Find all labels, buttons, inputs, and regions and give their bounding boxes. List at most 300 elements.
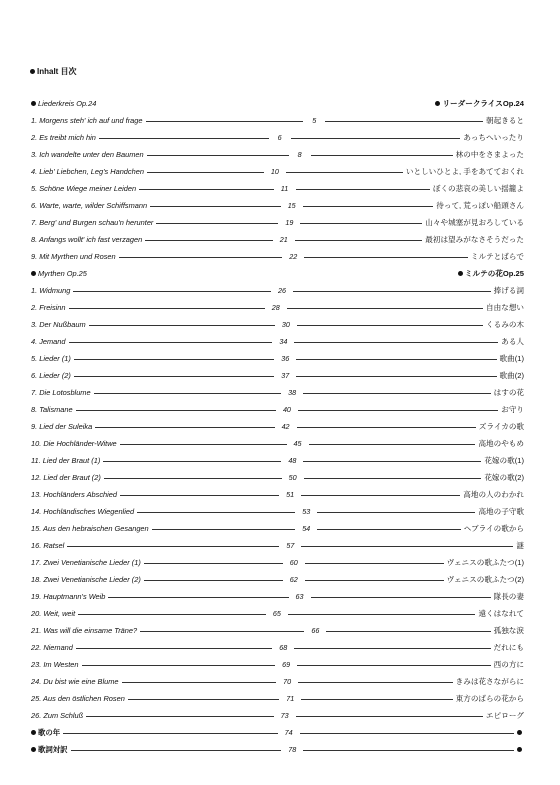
toc-entry-right-text: ヘブライの歌から	[463, 524, 525, 533]
leader-line	[82, 665, 276, 666]
toc-entry-left	[31, 677, 119, 686]
toc-entry-right-text: ぼくの悲哀の美しい揺籠よ	[432, 183, 524, 193]
toc-entry	[31, 403, 524, 415]
toc-entry	[31, 642, 524, 654]
toc-entry-left	[31, 473, 101, 482]
toc-entry-right	[425, 234, 524, 245]
toc-entry-left-text: 26. Zum Schluß	[31, 711, 84, 721]
toc-entry-left-text: 3. Ich wandelte unter den Baumen	[31, 149, 144, 159]
toc-entry-left-text: 7. Berg' und Burgen schau'n herunter	[31, 217, 154, 227]
page-number: 66	[311, 626, 320, 636]
page-number: 63	[295, 592, 304, 602]
leader-line	[76, 410, 276, 411]
toc-entry-right	[494, 591, 524, 602]
leader-line	[94, 393, 282, 394]
toc-entry-right-text: 捧げる詞	[493, 285, 524, 295]
toc-entry-right	[436, 200, 524, 211]
page-number: 38	[288, 387, 297, 397]
leader-line	[297, 427, 476, 428]
toc-entry-left	[31, 524, 149, 533]
toc-entry-right-text: 朝起きると	[486, 115, 524, 125]
toc-entry-left-text: 17. Zwei Venetianische Lieder (1)	[31, 558, 141, 568]
leader-line	[146, 121, 304, 122]
toc-entry-right	[484, 472, 524, 483]
leader-line	[311, 597, 491, 598]
toc-entry-right-text: 高地の人のわかれ	[463, 489, 525, 499]
toc-entry-left	[31, 575, 141, 584]
leader-line	[76, 648, 272, 649]
toc-entry-left	[31, 405, 73, 414]
toc-entry-left-text: 3. Der Nußbaum	[31, 319, 86, 329]
toc-entry-left	[31, 388, 91, 397]
toc-entry-right	[463, 489, 524, 500]
toc-entry-left-text: 9. Lied der Suleika	[31, 421, 93, 431]
toc-entry-left	[31, 626, 137, 635]
leader-line	[297, 325, 483, 326]
toc-entry-left	[31, 711, 83, 720]
toc-entry-left-text: 2. Freisinn	[31, 302, 66, 312]
toc-entry	[31, 608, 524, 620]
page-number: 8	[297, 149, 302, 159]
leader-line	[144, 563, 283, 564]
toc-entry	[31, 318, 524, 330]
leader-line	[294, 342, 498, 343]
leader-line	[296, 189, 430, 190]
toc-entry-right-text: きみは花さながらに	[455, 677, 525, 687]
leader-line	[150, 206, 281, 207]
toc-entry-right	[471, 251, 524, 262]
toc-entry-right	[406, 166, 524, 177]
toc-entry-left-text: 1. Widmung	[31, 285, 71, 295]
toc-entry-left-text: 6. Lieder (2)	[31, 370, 71, 380]
leader-line	[144, 580, 283, 581]
leader-line	[139, 189, 273, 190]
toc-entry-right-text: ヴェニスの歌ふたつ(2)	[446, 575, 524, 585]
bullet-icon	[517, 730, 522, 735]
toc-entry-left-text: 10. Die Hochländer-Witwe	[31, 438, 117, 448]
toc-entry-left	[31, 609, 75, 618]
leader-line	[325, 121, 483, 122]
toc-extra-left-text: 歌詞対訳	[38, 745, 68, 755]
toc-entry	[31, 420, 524, 432]
toc-extra-right	[517, 728, 524, 737]
toc-entry-right-text: 高地のやもめ	[478, 438, 524, 448]
page-number: 48	[288, 455, 297, 465]
toc-entry	[31, 216, 524, 228]
leader-line	[296, 716, 483, 717]
toc-entry-left	[31, 507, 134, 516]
leader-line	[317, 512, 475, 513]
leader-line	[305, 563, 444, 564]
toc-entry	[31, 625, 524, 637]
leader-line	[296, 376, 496, 377]
toc-entry-right-text: お守り	[501, 404, 525, 414]
toc-entry-left-text: 22. Niemand	[31, 643, 73, 653]
toc-entry-left	[31, 167, 144, 176]
leader-line	[301, 495, 460, 496]
leader-line	[311, 155, 453, 156]
page-number: 57	[286, 541, 295, 551]
toc-extra-left-text: 歌の年	[38, 728, 61, 738]
page-number: 19	[285, 217, 294, 227]
toc-entry	[31, 591, 524, 603]
toc-entry-right-text: あっちへいったり	[463, 132, 524, 142]
toc-entry	[31, 148, 524, 160]
leader-line	[69, 308, 265, 309]
toc-entry-left-text: 12. Lied der Braut (2)	[31, 472, 101, 482]
toc-extra	[31, 727, 524, 739]
section-title	[31, 267, 524, 279]
toc-entry-left	[31, 150, 144, 159]
toc-entry-right	[516, 540, 524, 551]
leader-line	[152, 529, 296, 530]
leader-line	[67, 546, 279, 547]
leader-line	[95, 427, 274, 428]
toc-entry	[31, 540, 524, 552]
toc-entry-left-text: 14. Hochländisches Wiegenlied	[31, 506, 135, 516]
leader-line	[288, 614, 476, 615]
toc-entry-left	[31, 303, 66, 312]
toc-entry	[31, 165, 524, 177]
toc-entry-right-text: 高地の子守歌	[478, 506, 524, 516]
page-number: 36	[281, 353, 290, 363]
toc-entry-right-text: はすの花	[493, 387, 525, 397]
bullet-icon	[458, 271, 463, 276]
toc-entry	[31, 710, 524, 722]
leader-line	[99, 138, 269, 139]
toc-entry-right	[500, 353, 524, 364]
toc-entry-right	[433, 183, 524, 194]
toc-entry-right	[486, 115, 524, 126]
toc-entry	[31, 523, 524, 535]
toc-entry-right	[456, 676, 524, 687]
toc-entry-left-text: 5. Lieder (1)	[31, 353, 71, 363]
page-number: 5	[312, 115, 317, 125]
leader-line	[137, 512, 295, 513]
toc-entry-right-text: 花嫁の歌(2)	[484, 472, 524, 482]
toc-entry-right-text: 待って, 荒っぽい船頭さん	[436, 200, 525, 210]
toc-entry-left-text: 4. Jemand	[31, 336, 66, 346]
leader-line	[89, 325, 275, 326]
section-title-right-text: リーダークライスOp.24	[442, 98, 524, 108]
toc-entry	[31, 676, 524, 688]
toc-entry	[31, 437, 524, 449]
section-title-right-text: ミルテの花Op.25	[464, 268, 524, 278]
toc-entry-left	[31, 116, 143, 125]
leader-line	[300, 223, 422, 224]
page-number: 73	[280, 711, 289, 721]
leader-line	[74, 359, 274, 360]
toc-entry-right	[463, 132, 524, 143]
page-number: 21	[279, 234, 288, 244]
leader-line	[303, 206, 434, 207]
toc-entry-left-text: 5. Schöne Wiege meiner Leiden	[31, 183, 137, 193]
toc-entry-right	[501, 404, 524, 415]
toc-extra-left	[31, 727, 60, 738]
toc-entry-right	[494, 642, 524, 653]
toc-entry-left-text: 25. Aus den östlichen Rosen	[31, 694, 125, 704]
toc-entry-right-text: 歌曲(1)	[499, 353, 525, 363]
leader-line	[287, 308, 483, 309]
leader-line	[317, 529, 461, 530]
bullet-icon	[31, 101, 36, 106]
toc-entry	[31, 693, 524, 705]
toc-entry	[31, 301, 524, 313]
toc-entry-left	[31, 456, 100, 465]
leader-line	[63, 733, 277, 734]
leader-line	[147, 172, 264, 173]
leader-line	[286, 172, 403, 173]
toc-entry	[31, 557, 524, 569]
leader-line	[69, 342, 273, 343]
toc-entry-right-text: 林の中をさまよった	[455, 149, 525, 159]
toc-entry-right	[464, 523, 524, 534]
toc-entry-right-text: 謎	[516, 541, 524, 551]
leader-line	[296, 359, 496, 360]
toc-entry-left	[31, 592, 105, 601]
toc-entry-left-text: 4. Lieb' Liebchen, Leg's Handchen	[31, 166, 144, 176]
leader-line	[298, 682, 453, 683]
toc-entry-left-text: 19. Hauptmann's Weib	[31, 592, 106, 602]
toc-entry-left	[31, 252, 116, 261]
toc-entry-left-text: 16. Ratsel	[31, 541, 65, 551]
toc-entry	[31, 352, 524, 364]
leader-line	[147, 155, 289, 156]
toc-entry-left-text: 7. Die Lotosblume	[31, 387, 91, 397]
toc-entry-right	[500, 370, 524, 381]
section-title	[31, 97, 524, 109]
toc-entry-left-text: 15. Aus den hebraischen Gesangen	[31, 524, 149, 533]
page-number: 45	[293, 438, 302, 448]
leader-line	[108, 597, 288, 598]
leader-line	[301, 546, 513, 547]
page-number: 15	[287, 200, 296, 210]
leader-line	[140, 631, 304, 632]
toc-entry-right	[478, 506, 524, 517]
toc-entry-left-text: 21. Was will die einsame Träne?	[31, 626, 138, 636]
leader-line	[304, 478, 482, 479]
toc-entry-left	[31, 201, 147, 210]
toc-entry	[31, 574, 524, 586]
toc-entry	[31, 284, 524, 296]
toc-entry	[31, 488, 524, 500]
toc-entry-left	[31, 184, 136, 193]
toc-entry-right-text: 隊長の妻	[493, 592, 524, 602]
leader-line	[119, 257, 283, 258]
toc-extra-left	[31, 744, 68, 755]
toc-entry-right-text: 自由な想い	[486, 302, 525, 312]
toc-entry	[31, 471, 524, 483]
page-number: 53	[302, 506, 311, 516]
bullet-icon	[31, 271, 36, 276]
toc-entry-left	[31, 660, 79, 669]
leader-line	[309, 444, 476, 445]
toc-entry-right	[484, 455, 524, 466]
toc-entry-left-text: 8. Talismane	[31, 404, 73, 414]
toc-entry-right	[486, 319, 524, 330]
toc-entry-left-text: 11. Lied der Braut (1)	[31, 455, 101, 465]
page-number: 68	[279, 643, 288, 653]
leader-line	[297, 665, 491, 666]
toc-entry-right-text: いとしいひとよ, 手をあてておくれ	[405, 166, 525, 176]
toc-entry-left	[31, 422, 92, 431]
leader-line	[295, 240, 423, 241]
toc-entry-right-text: 花嫁の歌(1)	[484, 455, 525, 465]
leader-line	[122, 682, 277, 683]
toc-entry-right	[456, 693, 524, 704]
toc-entry-left-text: 24. Du bist wie eine Blume	[31, 677, 119, 687]
bullet-icon	[31, 730, 36, 735]
toc-extra	[31, 744, 524, 756]
leader-line	[120, 495, 279, 496]
toc-entry-left	[31, 235, 142, 244]
toc-entry-left	[31, 541, 64, 550]
toc-entry	[31, 250, 524, 262]
toc-entry-left-text: 23. Im Westen	[31, 660, 79, 670]
toc-entry	[31, 369, 524, 381]
page-number: 30	[281, 319, 290, 329]
toc-entry-left	[31, 218, 153, 227]
bullet-icon	[517, 747, 522, 752]
leader-line	[304, 257, 468, 258]
toc-entry	[31, 182, 524, 194]
page-number: 50	[288, 472, 297, 482]
page-number: 71	[286, 694, 295, 704]
page-number: 54	[302, 524, 311, 533]
leader-line	[156, 223, 278, 224]
page-number: 22	[289, 251, 298, 261]
leader-line	[73, 291, 271, 292]
toc-entry-left-text: 6. Warte, warte, wilder Schiffsmann	[31, 200, 148, 210]
toc-entry-right	[447, 557, 524, 568]
toc-entry	[31, 454, 524, 466]
section-title-right	[435, 98, 524, 109]
leader-line	[303, 393, 491, 394]
leader-line	[78, 614, 266, 615]
toc-entry-left	[31, 320, 86, 329]
leader-line	[301, 699, 452, 700]
leader-line	[305, 580, 444, 581]
toc-entry-right	[425, 217, 524, 228]
section-title-right	[458, 268, 524, 279]
toc-entry-left	[31, 354, 71, 363]
page-number: 78	[288, 745, 297, 755]
leader-line	[298, 410, 498, 411]
leader-line	[303, 750, 514, 751]
page-number: 6	[277, 132, 282, 142]
toc-entry-right-text: くるみの木	[486, 319, 525, 329]
section-title-left	[31, 99, 96, 108]
leader-line	[74, 376, 274, 377]
toc-entry-left	[31, 558, 141, 567]
toc-entry-right	[456, 149, 524, 160]
toc-entry-right	[494, 625, 524, 636]
toc-entry	[31, 386, 524, 398]
toc-entry-left	[31, 643, 73, 652]
toc-entry	[31, 233, 524, 245]
toc-entry-right	[478, 608, 524, 619]
page-number: 28	[271, 302, 280, 312]
toc-entry	[31, 659, 524, 671]
page-number: 70	[283, 677, 292, 687]
toc-entry-right	[479, 421, 524, 432]
toc-entry-right	[486, 302, 524, 313]
toc-entry-right-text: 最初は望みがなさそうだった	[425, 234, 524, 244]
section-title-left-text: Myrthen Op.25	[38, 268, 87, 278]
toc-entry-left	[31, 337, 66, 346]
leader-line	[103, 461, 281, 462]
toc-entry-left-text: 13. Hochländers Abschied	[31, 489, 118, 499]
page-number: 10	[270, 166, 279, 176]
toc-entry-left-text: 1. Morgens steh' ich auf und frage	[31, 115, 143, 125]
leader-line	[303, 461, 481, 462]
toc-entry-left-text: 2. Es treibt mich hin	[31, 132, 96, 142]
leader-line	[145, 240, 273, 241]
page-number: 62	[289, 575, 298, 585]
toc-entry-left	[31, 439, 117, 448]
toc-entry-right-text: 東方のばらの花から	[455, 694, 524, 704]
toc-entry-right-text: 遠くはなれて	[478, 609, 525, 619]
toc-entry-right	[494, 659, 524, 670]
toc-entry-right-text: ヴェニスの歌ふたつ(1)	[446, 558, 524, 568]
leader-line	[326, 631, 490, 632]
toc-entry-right-text: 歌曲(2)	[499, 370, 525, 380]
toc-heading	[30, 66, 77, 77]
toc-entry-left	[31, 286, 70, 295]
page-number: 60	[289, 558, 298, 568]
toc-entry-right-text: ミルテとばらで	[470, 251, 524, 261]
toc-entry-right	[486, 710, 524, 721]
toc-entry-right-text: ある人	[501, 336, 525, 346]
toc-entry-left-text: 8. Anfangs wollt' ich fast verzagen	[31, 234, 143, 244]
leader-line	[294, 648, 490, 649]
toc-heading-text: Inhalt 目次	[37, 67, 77, 76]
toc-entry-right	[501, 336, 524, 347]
toc-entry-right-text: 孤独な涙	[493, 626, 524, 636]
leader-line	[120, 444, 287, 445]
section-title-left-text: Liederkreis Op.24	[38, 98, 97, 108]
leader-line	[104, 478, 282, 479]
toc-entry-left	[31, 694, 125, 703]
toc-entry	[31, 114, 524, 126]
toc-entry-right-text: ズライカの歌	[478, 421, 525, 431]
bullet-icon	[31, 747, 36, 752]
bullet-icon	[435, 101, 440, 106]
toc-entry-right	[494, 285, 524, 296]
section-title-left	[31, 269, 87, 278]
leader-line	[71, 750, 282, 751]
toc-entry	[31, 505, 524, 517]
leader-line	[293, 291, 491, 292]
page-number: 51	[286, 489, 295, 499]
toc-entry-right	[478, 438, 524, 449]
page-number: 69	[282, 660, 291, 670]
page-number: 34	[279, 336, 288, 346]
toc-entry-left-text: 9. Mit Myrthen und Rosen	[31, 251, 116, 261]
leader-line	[86, 716, 273, 717]
page-number: 26	[278, 285, 286, 295]
page-number: 65	[272, 609, 281, 619]
page-number: 42	[281, 421, 290, 431]
toc-entry-right-text: 西の方に	[493, 660, 525, 670]
toc-entry	[31, 335, 524, 347]
toc-entry-right-text: 山々や城塞が見おろしている	[425, 217, 525, 227]
toc-extra-right	[517, 745, 524, 754]
toc-entry-left	[31, 371, 71, 380]
toc-entry-left-text: 20. Weit, weit	[31, 609, 76, 619]
toc-entry-right-text: エピローグ	[486, 711, 525, 721]
toc-entry-right	[447, 574, 524, 585]
